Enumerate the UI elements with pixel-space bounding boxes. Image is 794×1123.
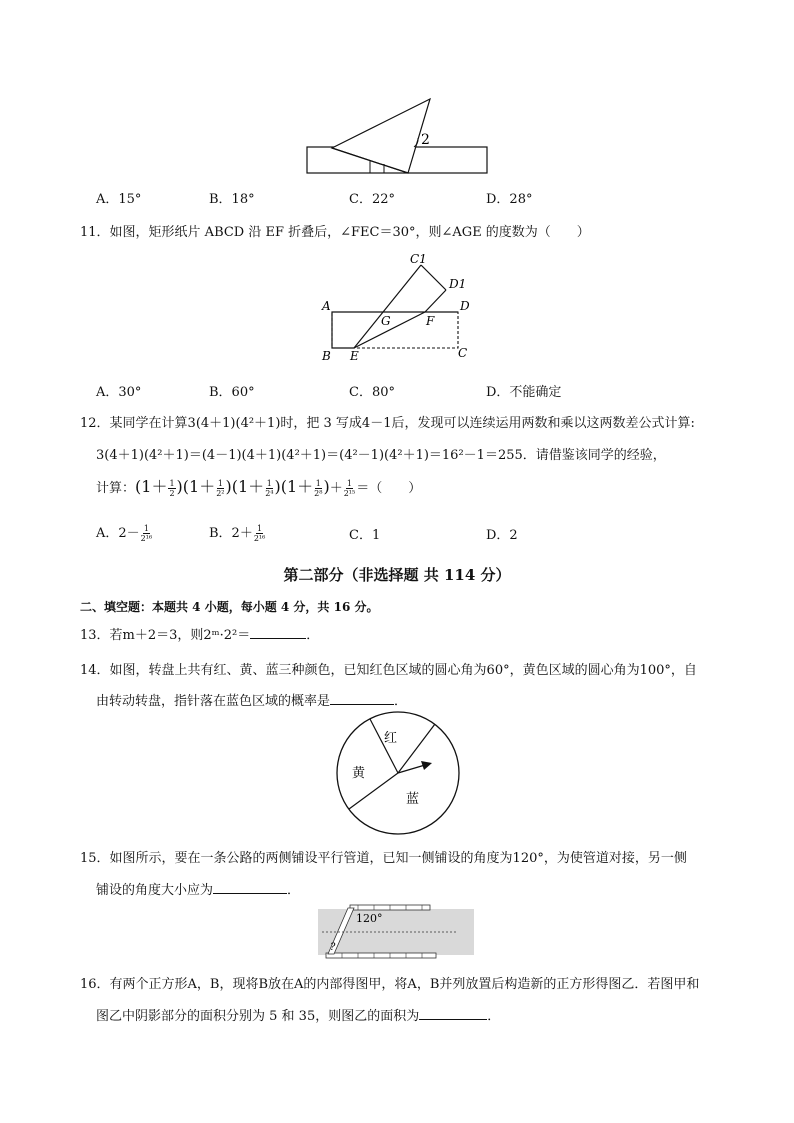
part2-section-title: 二、填空题：本题共 4 小题，每小题 4 分，共 16 分。 [80,600,379,614]
q10-angle-label: 2 [421,132,430,148]
q13-stem: 13．若m＋2＝3，则2ᵐ·2²＝ [80,628,251,643]
q11-option-a: A．30° [96,385,142,400]
q11-label-b: B [322,349,331,363]
q14-label-red: 红 [384,731,398,746]
q12-option-d: D．2 [486,528,518,543]
q15-figure [318,904,476,960]
q11-option-d: D．不能确定 [486,385,562,400]
q11-figure [318,250,478,365]
q15-line1: 15．如图所示，要在一条公路的两侧铺设平行管道，已知一侧铺设的角度为120°，为使管道对接，另一侧 [80,851,687,866]
q10-option-a: A．15° [96,192,142,207]
q15-angle-label: 120° [356,912,383,925]
q10-option-b: B．18° [209,192,255,207]
q14-label-yellow: 黄 [352,766,366,781]
q14-answer-blank[interactable] [330,692,394,705]
q14-label-blue: 蓝 [406,792,420,807]
q12-option-b: B．2＋ $\frac{1}{\text{2¹⁶}}$ [209,524,266,543]
q16-line1: 16．有两个正方形A，B，现将B放在A的内部得图甲，将A，B并列放置后构造新的正方形得图乙．若图甲和 [80,977,700,992]
q11-label-f: F [426,314,435,328]
q12-line3-suffix: ＝（ ） [356,481,422,496]
q12-line3: 计算：(1＋ $\frac{1}{2}$ )(1＋ $\frac{1}{\text{2²}}$ )(1＋ $\frac{1}{\text{2⁴}}$ )(1＋ $\frac{1}{\text{2⁸}}$ )＋ $\frac{1}{\text{2¹⁵}}$ ＝（ ） [96,477,422,498]
q13-answer-blank[interactable] [250,626,306,639]
q14-spinner-figure [333,708,463,838]
q11-label-d1: D1 [449,277,467,291]
q12-line2: 3(4＋1)(4²＋1)＝(4－1)(4＋1)(4²＋1)＝(4²－1)(4²＋1)＝16²－1＝255．请借鉴该同学的经验， [96,448,666,463]
q14-line2: 由转动转盘，指针落在蓝色区域的概率是 ． [96,694,408,709]
q11-stem: 11．如图，矩形纸片 ABCD 沿 EF 折叠后，∠FEC＝30°，则∠AGE 的度数为（ ） [80,225,590,240]
q12-option-a: A．2－ $\frac{1}{\text{2¹⁶}}$ [96,524,153,543]
q11-option-c: C．80° [349,385,395,400]
q13-line: 13．若m＋2＝3，则2ᵐ·2²＝ ． [80,628,320,643]
q14-line1: 14．如图，转盘上共有红、黄、蓝三种颜色，已知红色区域的圆心角为60°，黄色区域的圆心角为100°，自 [80,663,697,678]
q11-label-d: D [460,299,470,313]
q11-label-c: C [458,346,468,360]
q11-label-c1: C1 [410,252,427,266]
q15-line2: 铺设的角度大小应为 ． [96,883,301,898]
q10-option-c: C．22° [349,192,395,207]
q15-unknown-label: ? [330,942,336,953]
q11-label-g: G [381,314,391,328]
q10-option-d: D．28° [486,192,533,207]
q16-line2: 图乙中阴影部分的面积分别为 5 和 35，则图乙的面积为 ． [96,1009,501,1024]
q11-option-b: B．60° [209,385,255,400]
q12-option-c: C．1 [349,528,381,543]
q11-label-e: E [350,349,359,363]
part2-heading: 第二部分（非选择题 共 114 分） [283,566,511,584]
q12-line1: 12．某同学在计算3(4＋1)(4²＋1)时，把 3 写成4－1后，发现可以连续运用两数和乘以这两数差公式计算: [80,416,695,431]
q10-figure [300,92,500,178]
q12-line3-prefix: 计算： [96,481,136,496]
q15-answer-blank[interactable] [213,881,287,894]
q16-answer-blank[interactable] [419,1007,487,1020]
q11-label-a: A [322,299,331,313]
